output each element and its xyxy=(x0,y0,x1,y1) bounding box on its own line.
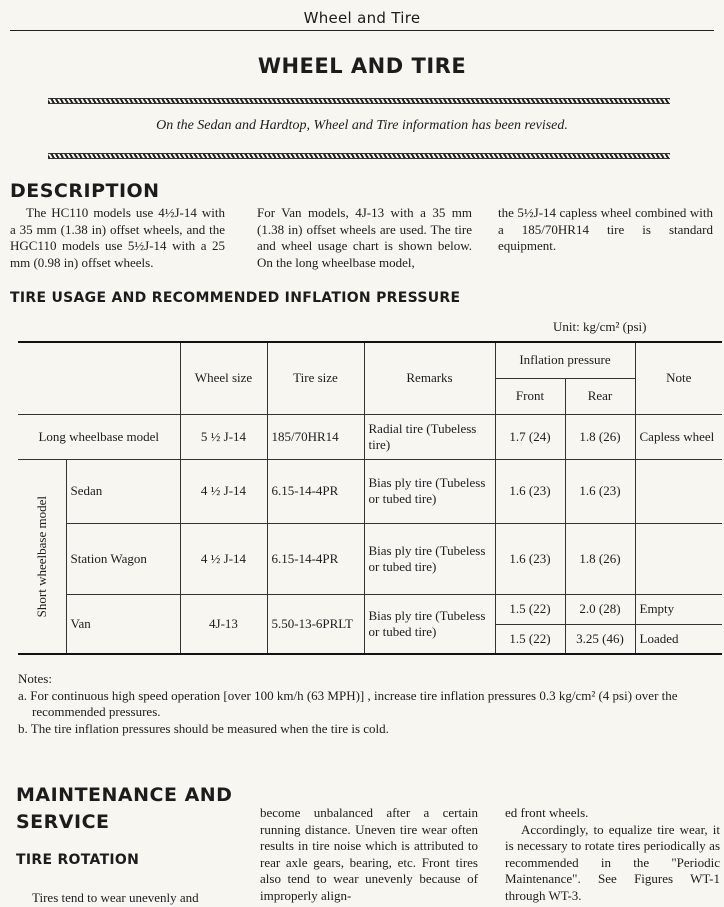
van-tire-size: 5.50-13-6PRLT xyxy=(267,594,364,654)
wagon-front-pressure: 1.6 (23) xyxy=(495,523,565,594)
inflation-pressure-header: Inflation pressure xyxy=(495,342,635,378)
van-model: Van xyxy=(66,594,180,654)
long-front-pressure: 1.7 (24) xyxy=(495,414,565,459)
note-header: Note xyxy=(635,342,722,414)
sedan-note xyxy=(635,459,722,523)
maintenance-text-3a: ed front wheels. xyxy=(505,805,589,820)
note-b: b. The tire inflation pressures should be measured when the tire is cold. xyxy=(18,720,389,736)
description-heading: DESCRIPTION xyxy=(10,180,160,202)
van-remarks: Bias ply tire (Tubeless or tubed tire) xyxy=(364,594,495,654)
unit-label: Unit: kg/cm² (psi) xyxy=(553,319,647,334)
maintenance-text-3b: Accordingly, to equalize tire wear, it is necessary to rotate tires periodically as recommended in the "Periodic Maintenance". See Figures WT-1 through WT-3. xyxy=(505,821,720,903)
sedan-model: Sedan xyxy=(66,459,180,523)
rear-header: Rear xyxy=(565,378,635,414)
long-rear-pressure: 1.8 (26) xyxy=(565,414,635,459)
wagon-tire-size: 6.15-14-4PR xyxy=(267,523,364,594)
description-column-1 xyxy=(10,205,225,271)
van-wheel-size: 4J-13 xyxy=(180,594,267,654)
wagon-remarks: Bias ply tire (Tubeless or tubed tire) xyxy=(364,523,495,594)
short-wheelbase-group xyxy=(18,459,66,654)
front-header: Front xyxy=(495,378,565,414)
sedan-remarks: Bias ply tire (Tubeless or tubed tire) xyxy=(364,459,495,523)
description-column-3: the 5½J-14 capless wheel combined with a 185/70HR14 tire is standard equipment. xyxy=(498,205,713,253)
van-front-pressure-loaded: 1.5 (22) xyxy=(495,624,565,654)
description-column-2: For Van models, 4J-13 with a 35 mm (1.38 in) offset wheels are used. The tire and wheel usage chart is shown below. On the long wheelbase model, xyxy=(257,205,472,270)
table-row xyxy=(18,594,722,624)
van-front-pressure-empty: 1.5 (22) xyxy=(495,594,565,624)
long-wheel-size: 5 ½ J-14 xyxy=(180,414,267,459)
maintenance-column-1 xyxy=(16,890,236,907)
tire-usage-table xyxy=(18,341,722,655)
revision-notice: On the Sedan and Hardtop, Wheel and Tire information has been revised. xyxy=(156,118,568,133)
wagon-note xyxy=(635,523,722,594)
sedan-tire-size: 6.15-14-4PR xyxy=(267,459,364,523)
maintenance-heading-line-2: SERVICE xyxy=(16,811,110,833)
long-tire-size: 185/70HR14 xyxy=(267,414,364,459)
table-row xyxy=(18,414,722,459)
van-note-empty: Empty xyxy=(635,594,722,624)
remarks-header: Remarks xyxy=(364,342,495,414)
maintenance-text-3b-wrap xyxy=(505,822,720,905)
maintenance-column-2: become unbalanced after a certain running distance. Uneven tire wear often results in tire noise which is attributed to rear axle gears, bearing, etc. Front tires also tend to wear unevenly because of improperly align- xyxy=(260,805,478,903)
bottom-wavy-divider xyxy=(48,153,670,159)
notes-block xyxy=(18,671,718,737)
notes-label: Notes: xyxy=(18,671,52,686)
long-note: Capless wheel xyxy=(635,414,722,459)
van-rear-pressure-loaded: 3.25 (46) xyxy=(565,624,635,654)
page-title: WHEEL AND TIRE xyxy=(257,54,467,78)
header-rule xyxy=(10,30,714,31)
table-row xyxy=(18,523,722,594)
sedan-rear-pressure: 1.6 (23) xyxy=(565,459,635,523)
wagon-model: Station Wagon xyxy=(66,523,180,594)
maintenance-heading-line-1: MAINTENANCE AND xyxy=(16,784,233,806)
sedan-front-pressure: 1.6 (23) xyxy=(495,459,565,523)
wagon-wheel-size: 4 ½ J-14 xyxy=(180,523,267,594)
maintenance-heading xyxy=(16,782,232,836)
long-remarks: Radial tire (Tubeless tire) xyxy=(364,414,495,459)
top-wavy-divider xyxy=(48,98,670,104)
model-header-cell xyxy=(18,342,180,414)
tire-rotation-heading: TIRE ROTATION xyxy=(16,852,140,868)
running-head: Wheel and Tire xyxy=(303,9,421,27)
table-header-row xyxy=(18,342,722,378)
long-wheelbase-model: Long wheelbase model xyxy=(18,414,180,459)
wagon-rear-pressure: 1.8 (26) xyxy=(565,523,635,594)
maintenance-column-3 xyxy=(505,805,720,904)
sedan-wheel-size: 4 ½ J-14 xyxy=(180,459,267,523)
maintenance-text-1: Tires tend to wear unevenly and xyxy=(32,890,199,905)
table-row xyxy=(18,459,722,523)
short-wheelbase-label: Short wheelbase model xyxy=(33,495,49,617)
van-rear-pressure-empty: 2.0 (28) xyxy=(565,594,635,624)
wheel-size-header: Wheel size xyxy=(180,342,267,414)
note-a: a. For continuous high speed operation [over 100 km/h (63 MPH)] , increase tire inflation pressures 0.3 kg/cm² (4 psi) over the recommended pressures. xyxy=(18,687,678,719)
van-note-loaded: Loaded xyxy=(635,624,722,654)
description-text-1: The HC110 models use 4½J-14 with a 35 mm (1.38 in) offset wheels, and the HGC110 models use 5½J-14 with a 25 mm (0.98 in) offset wheels. xyxy=(10,205,225,270)
tire-size-header: Tire size xyxy=(267,342,364,414)
table-heading: TIRE USAGE AND RECOMMENDED INFLATION PRESSURE xyxy=(10,290,461,306)
